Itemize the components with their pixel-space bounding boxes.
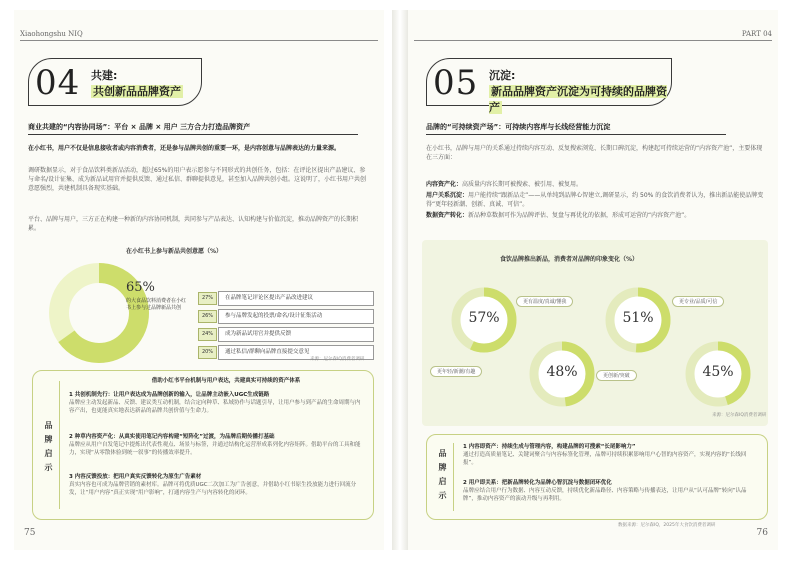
inspiration-item-3 — [69, 473, 365, 497]
asset-item-2-head: 用户关系沉淀： — [426, 192, 469, 199]
top-rule-left — [20, 40, 378, 41]
inspiration-label-left: 品牌启示 — [44, 421, 53, 477]
inspiration-item-2-body: 品牌应结合用户行为数据、内容互动反馈，持续优化新品路径、内容策略与传播表达，让用户从“认可品牌”转向“认品牌”，推动内容资产的演动升级与再利用。 — [463, 488, 747, 502]
chart-note-text: 的大食品饮料消费者在小红书上参与过品牌新品共创 — [126, 298, 187, 311]
inspiration-item-2-head: 2 种草内容资产化：从真实使用笔记内容构建“短阵化”过渡，为品牌后期传播打基础 — [69, 434, 275, 440]
inspiration-item-1-right — [463, 443, 759, 467]
bar-row-3: 通过私信/群聊向品牌直接提交意见 — [218, 345, 374, 360]
asset-item-2-body: 用户能持续“跟新品走”——从单纯到品牌心智建立,调研显示，约 50% 的食饮消费者认为，推出新品能使品牌变得“更年轻新潮、创新、真诚、可信”。 — [426, 192, 764, 208]
asset-item-3-head: 数据资产转化： — [426, 212, 469, 219]
inspiration-item-1-head: 1 共创机制先行：让用户表达成为品牌创新的输入，让品牌主动嵌入UGC生成链路 — [69, 392, 270, 398]
right-page — [408, 10, 778, 550]
section-title-highlight: 共创新品品牌资产 — [93, 85, 181, 98]
chart-source-left: 来源：尼尔森IQ消费者调研 — [310, 357, 365, 362]
page-number-right: 76 — [756, 528, 768, 538]
section-number: 04 — [35, 63, 81, 103]
donut-pct-3: 45% — [702, 364, 734, 380]
inspiration-item-1-body: 通过打造高质量笔记、关键词聚合与内容标签化管理，品牌可持续积累影响用户心智的内容资产，实现内容的“长线回报”。 — [463, 452, 747, 466]
inspiration-item-2-head: 2 用户即关系：把新品牌转化为品牌心智沉淀与数据闭环优化 — [463, 480, 612, 486]
book-spine — [392, 10, 408, 550]
bar-pct-3: 20% — [198, 346, 217, 359]
inspiration-item-2 — [69, 433, 365, 457]
asset-item-3 — [426, 211, 766, 220]
subhead: 商业共建的“内容协同场”：平台 × 品牌 × 用户 三方合力打造品牌资产 — [28, 122, 358, 135]
bar-pct-0: 27% — [198, 292, 217, 305]
asset-item-1-head: 内容资产化： — [426, 181, 463, 188]
chart-note-pct: 65% — [126, 280, 155, 295]
donut-label-0: 更年轻/新潮/有趣 — [430, 366, 482, 377]
bar-pct-2: 24% — [198, 328, 217, 341]
lead-paragraph: 在小红书，用户不仅是信息接收者或内容消费者，还是参与品牌共创的重要一环，是内容创意与品牌表达的力量来源。 — [28, 145, 341, 152]
section-header-04 — [28, 58, 202, 106]
top-rule-right — [414, 40, 772, 41]
inspiration-intro: 借助小红书平台机制与用户表达，共建真实可持续的资产体系 — [151, 378, 301, 384]
section-title-line1: 沉淀: — [489, 69, 516, 82]
subhead-right: 品牌的“可持续资产场”：可持续内容库与长线经营能力沉淀 — [426, 122, 726, 135]
inspiration-label-right: 品牌启示 — [438, 449, 447, 505]
inspiration-item-1 — [69, 391, 365, 415]
inspiration-item-1-body: 品牌应主动发起新品、反馈、建议类互动机制，结合定向种草、私域协作与话题引导，让用户参与到产品的生命周期与内容产出，也更能真实地表达新品的品牌共创价值与生命力。 — [69, 400, 361, 414]
inspiration-item-2-right — [463, 479, 759, 503]
donut-pct-2: 51% — [622, 310, 654, 326]
body-paragraph-2: 平台、品牌与用户，三方正在构建一种新的内容协同机制，共同参与产品表达、认知构建与价值沉淀，推动品牌资产的长期积累。 — [28, 216, 359, 232]
inspiration-item-1-head: 1 内容即资产：持续生成与管理内容，构建品牌的可搜索“长尾影响力” — [463, 444, 636, 450]
chart-source-right: 来源：尼尔森IQ消费者调研 — [712, 413, 767, 418]
inspiration-item-3-body: 真实内容也可成为品牌营销的素材库。品牌可将优质UGC二次加工为广告创意，并借助小红书原生投放能力进行回流分发，让“用户内容”真正实现“用户影响”，打通内容生产与内容转化的闭环。 — [69, 482, 357, 496]
asset-item-3-body: 新品种草数据可作为品牌评估、复盘与再优化的依据，形成可运营的“内容资产池”。 — [468, 212, 691, 219]
section-header-05 — [426, 58, 672, 114]
section-title-line1: 共建: — [91, 69, 118, 82]
running-head-left: Xiaohongshu NIQ — [20, 30, 83, 38]
asset-item-2 — [426, 191, 766, 209]
bar-pct-1: 26% — [198, 310, 217, 323]
chart-title-right: 食饮品牌推出新品，消费者对品牌的印象变化（%） — [500, 256, 639, 263]
section-title-line2 — [489, 83, 671, 115]
inspiration-divider — [59, 381, 60, 509]
donut-label-1: 更有温度/真诚/懂我 — [516, 296, 573, 307]
bar-row-0: 在品牌笔记评论区提出产品改进建议 — [218, 291, 374, 306]
brand-inspiration-box-right — [426, 434, 768, 520]
participation-donut — [44, 258, 154, 368]
donut-label-3: 更专业/品质/可信 — [672, 296, 724, 307]
chart-title-left: 在小红书上参与新品共创意愿（%） — [126, 248, 223, 255]
footer-source: 数据来源：尼尔森IQ，2025年大食饮消费者调研 — [618, 523, 716, 528]
asset-item-1 — [426, 180, 766, 189]
inspiration-item-2-body: 品牌应从用户自发笔记中提炼出代表性观点、场景与标签，并通过结构化运营形成系列化内容矩阵。借助平台的工具和能力，实现“从零散体验到统一叙事”的传播效率提升。 — [69, 442, 361, 456]
section-number: 05 — [433, 63, 479, 103]
section-title-highlight: 新品品牌资产沉淀为可持续的品牌资产 — [489, 85, 667, 114]
running-head-right: PART 04 — [741, 30, 772, 38]
asset-item-1-body: 高质量内容长期可被搜索、被引用、被复用。 — [462, 181, 583, 188]
impression-chart-panel — [422, 240, 768, 426]
inspiration-divider — [453, 443, 454, 511]
brand-inspiration-box-left — [32, 370, 374, 520]
bar-row-1: 参与品牌发起的投票/命名/设计征集活动 — [218, 309, 374, 324]
body-paragraph-1: 调研数据显示，对于食品饮料类新品活动，超过65%的用户表示愿参与不同形式的共创任务，包括：在评论区提出产品建议、参与命名/设计征集、成为新品试用官并提供反馈、通过私信、群聊提供意见，甚至加入品牌共创小组。这说明了，小红书用户共创意愿强烈，共建机制具备现实基础。 — [28, 167, 367, 192]
bar-row-2: 成为新品试用官并提供反馈 — [218, 327, 374, 342]
page-number-left: 75 — [24, 528, 36, 538]
donut-label-2: 更创新/突破 — [596, 370, 637, 381]
inspiration-item-3-head: 3 内容反馈投放：把用户真实反馈转化为原生广告素材 — [69, 474, 202, 480]
donut-pct-1: 48% — [546, 364, 578, 380]
left-page — [14, 10, 384, 550]
section-title-line2 — [91, 83, 183, 99]
body-paragraph-right: 在小红书，品牌与用户的关系通过持续内容互动、反复搜索浏览、长期口碑沉淀，构建起可持续运营的“内容资产池”，主要体现在三方面： — [426, 145, 763, 161]
donut-pct-0: 57% — [468, 310, 500, 326]
